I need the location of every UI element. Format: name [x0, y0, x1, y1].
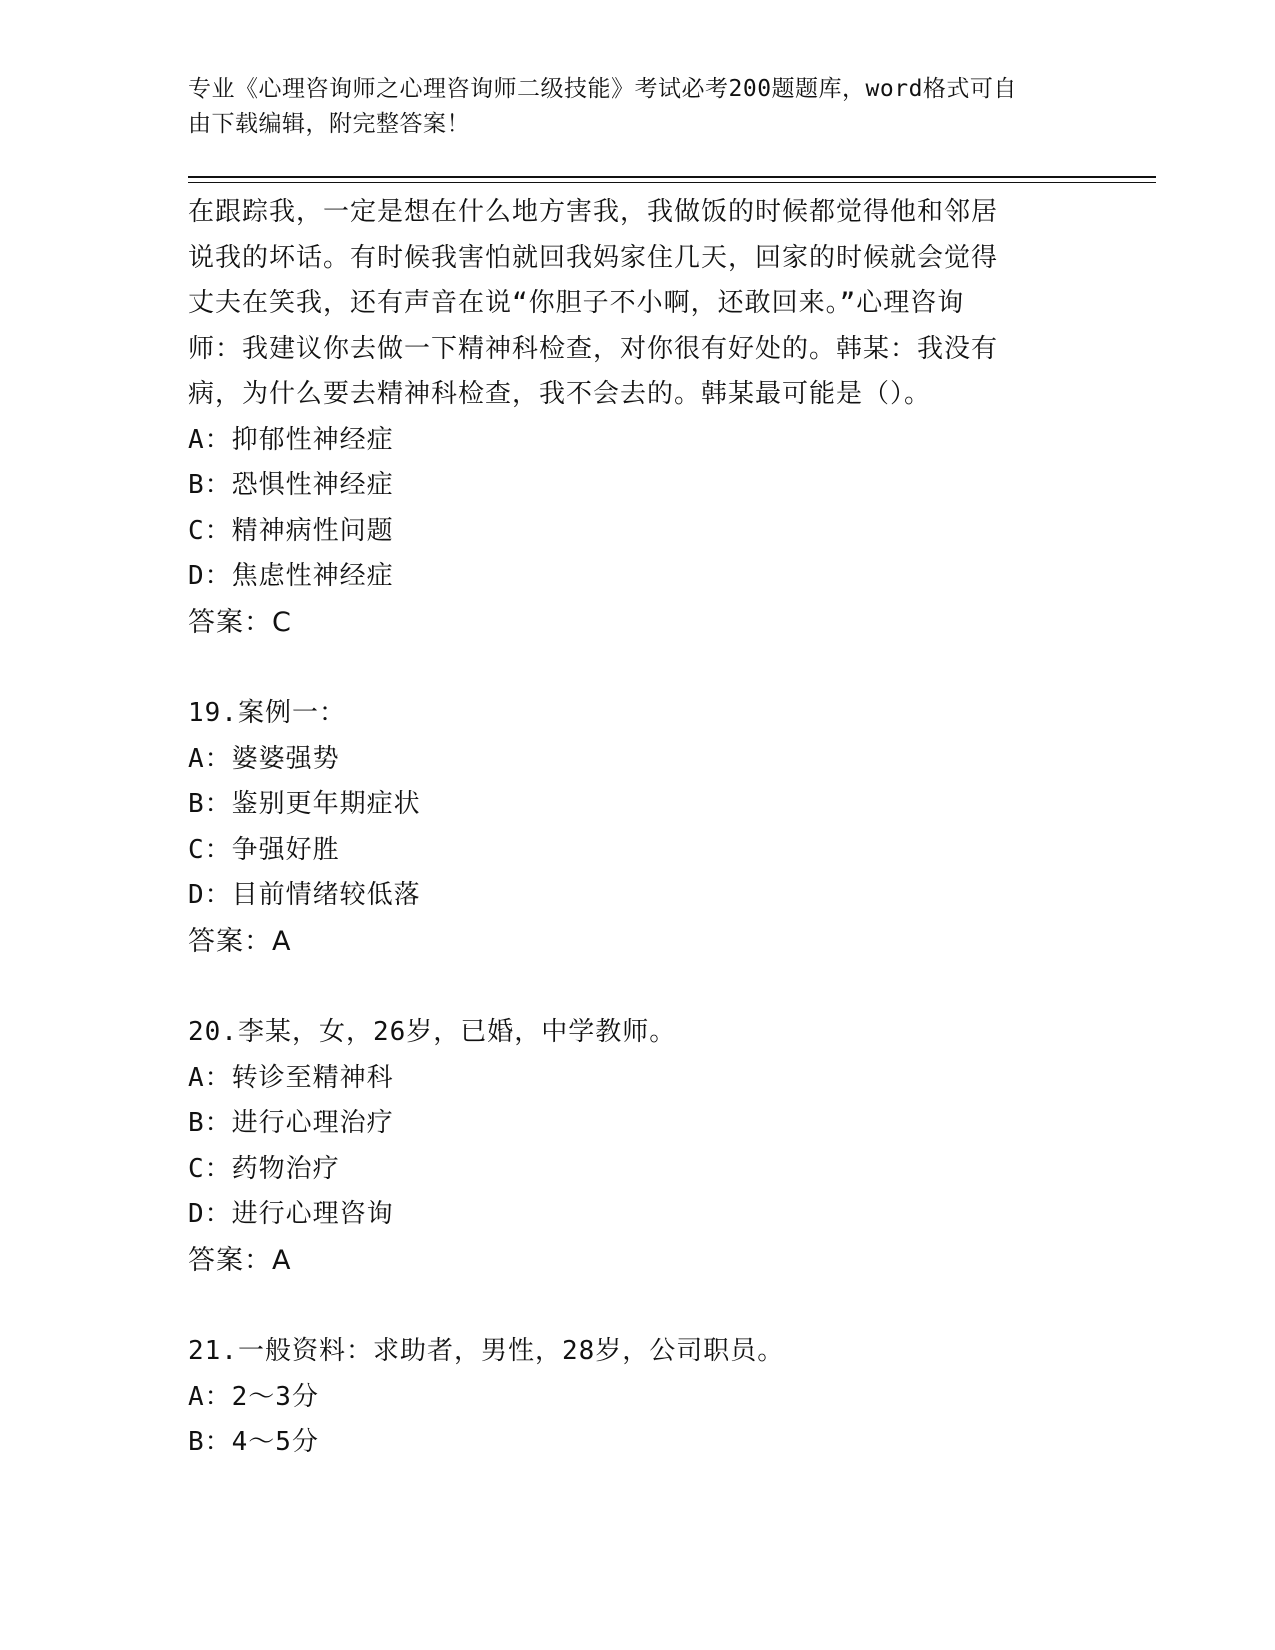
spacer [188, 645, 1068, 691]
option-b: B：恐惧性神经症 [188, 470, 394, 500]
option-b: B：4～5分 [188, 1427, 319, 1457]
question-stem-line: 师：我建议你去做一下精神科检查，对你很有好处的。韩某：我没有 [188, 333, 999, 364]
spacer [188, 964, 1068, 1010]
option-b: B：进行心理治疗 [188, 1108, 394, 1138]
option-a: A：转诊至精神科 [188, 1062, 394, 1093]
option-c: C：精神病性问题 [188, 515, 394, 546]
header-rule-thick [188, 176, 1156, 178]
spacer [188, 1283, 1068, 1329]
option-a: A：婆婆强势 [188, 743, 340, 774]
question-stem-line: 病，为什么要去精神科检查，我不会去的。韩某最可能是（）。 [188, 379, 932, 409]
question-20 [188, 1010, 1068, 1283]
question-19 [188, 691, 1068, 964]
document-body [188, 190, 1068, 1466]
question-21 [188, 1329, 1068, 1466]
answer: 答案：A [188, 925, 292, 957]
question-stem-line: 丈夫在笑我，还有声音在说“你胆子不小啊，还敢回来。”心理咨询 [188, 288, 965, 318]
option-c: C：药物治疗 [188, 1153, 340, 1184]
option-c: C：争强好胜 [188, 834, 340, 865]
option-d: D：目前情绪较低落 [188, 880, 421, 910]
question-stem: 21.一般资料：求助者，男性，28岁，公司职员。 [188, 1336, 785, 1366]
question-18 [188, 190, 1068, 645]
option-b: B：鉴别更年期症状 [188, 789, 421, 819]
question-stem: 20.李某，女，26岁，已婚，中学教师。 [188, 1017, 677, 1047]
option-d: D：焦虑性神经症 [188, 561, 394, 591]
answer: 答案：A [188, 1244, 292, 1276]
page-header [188, 72, 1068, 142]
question-stem: 19.案例一： [188, 698, 346, 728]
option-d: D：进行心理咨询 [188, 1199, 394, 1229]
header-line-2: 由下载编辑，附完整答案！ [188, 111, 470, 137]
question-stem-line: 在跟踪我，一定是想在什么地方害我，我做饭的时候都觉得他和邻居 [188, 197, 999, 227]
header-line-1: 专业《心理咨询师之心理咨询师二级技能》考试必考200题题库，word格式可自 [188, 76, 1017, 102]
option-a: A：2～3分 [188, 1381, 319, 1412]
header-rule-thin [188, 182, 1156, 183]
option-a: A：抑郁性神经症 [188, 424, 394, 455]
question-stem-line: 说我的坏话。有时候我害怕就回我妈家住几天，回家的时候就会觉得 [188, 242, 999, 273]
answer: 答案：C [188, 606, 292, 638]
